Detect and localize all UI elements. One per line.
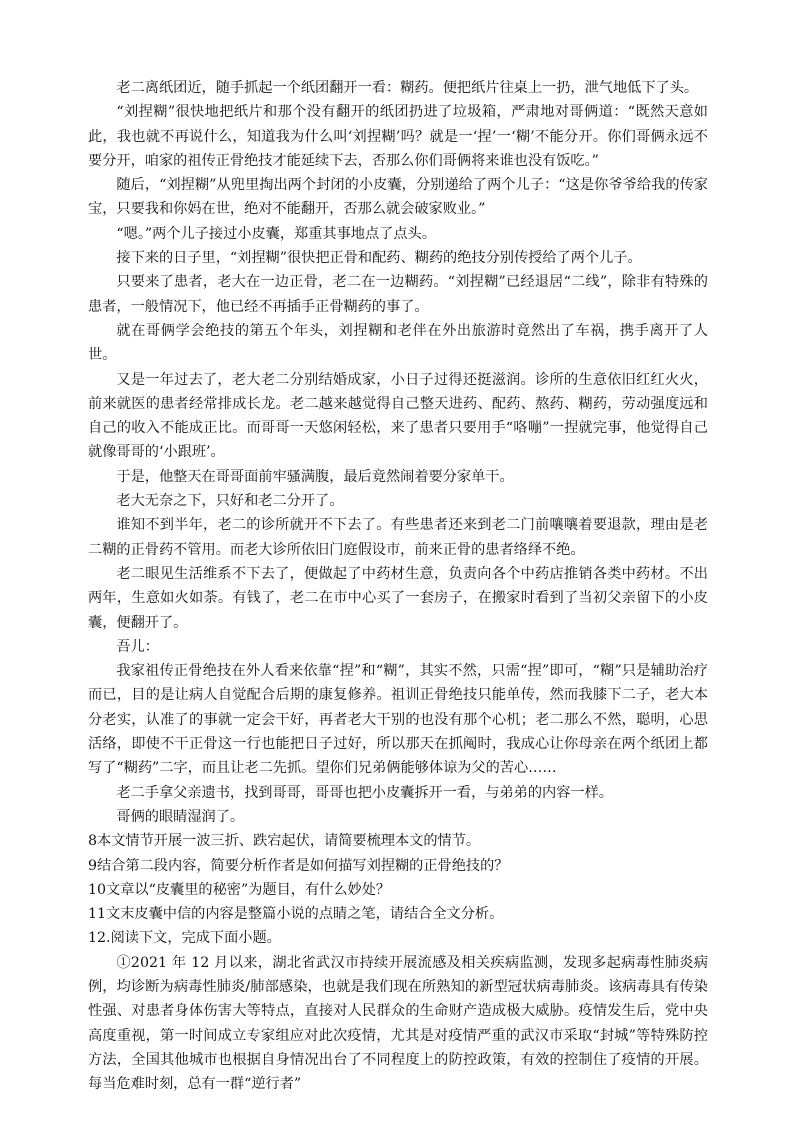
- question-8: 8本文情节开展一波三折、跌宕起伏，请简要梳理本文的情节。: [88, 833, 481, 850]
- story-paragraph: 老二离纸团近，随手抓起一个纸团翻开一看：糊药。便把纸片往桌上一扔，泄气地低下了头。: [116, 80, 699, 96]
- question-11: 11文末皮囊中信的内容是整篇小说的点睛之笔，请结合全文分析。: [88, 906, 504, 923]
- story-paragraph: 接下来的日子里，“刘捏糊”很快把正骨和配药、糊药的绝技分别传授给了两个儿子。: [116, 250, 642, 267]
- story-paragraph: 老大无奈之下，只好和老二分开了。: [116, 493, 344, 510]
- story-paragraph: 只要来了患者，老大在一边正骨，老二在一边糊药。“刘捏糊”已经退居“二线”，除非有特殊的患者，一般情况下，他已经不再插手正骨糊药的事了。: [88, 274, 708, 315]
- story-paragraph: 老二眼见生活维系不下去了，便做起了中药材生意，负责向各个中药店推销各类中药材。不出两年，生意如火如荼。有钱了，老二在市中心买了一套房子，在搬家时看到了当初父亲留下的小皮囊，便翻开了。: [88, 565, 708, 631]
- story-paragraph: 又是一年过去了，老大老二分别结婚成家，小日子过得还挺滋润。诊所的生意依旧红红火火，前来就医的患者经常排成长龙。老二越来越觉得自己整天进药、配药、熬药、糊药，劳动强度远和自己的收入不能成正比。而哥哥一天悠闲轻松，来了患者只要用手“咯嘣”一捏就完事，他觉得自己就像哥哥的‘小跟班’。: [88, 371, 708, 461]
- story-paragraph: 谁知不到半年，老二的诊所就开不下去了。有些患者还来到老二门前嚷嚷着要退款，理由是老二糊的正骨药不管用。而老大诊所依旧门庭假设市，前来正骨的患者络绎不绝。: [88, 517, 708, 558]
- letter-salutation: 吾儿：: [116, 638, 159, 655]
- document-page: [88, 76, 708, 1096]
- story-paragraph: 随后，“刘捏糊”从兜里掏出两个封闭的小皮囊，分别递给了两个儿子：“这是你爷爷给我的传家宝，只要我和你妈在世，绝对不能翻开，否那么就会破家败业。”: [88, 177, 708, 218]
- question-9: 9结合第二段内容，简要分析作者是如何描写刘捏糊的正骨绝技的？: [88, 857, 509, 874]
- story-paragraph: 老二手拿父亲遗书，找到哥哥，哥哥也把小皮囊拆开一看，与弟弟的内容一样。: [116, 784, 613, 801]
- letter-body: 我家祖传正骨绝技在外人看来依靠“捏”和“糊”，其实不然，只需“捏”即可，“糊”只是辅助治疗而已，目的是让病人自觉配合后期的康复修养。祖训正骨绝技只能单传，然而我膝下二子，老大本分老实，认准了的事就一定会干好，再者老大干别的也没有那个心机；老二那么不然，聪明，心思活络，即使不干正骨这一行也能把日子过好，所以那天在抓阄时，我成心让你母亲在两个纸团上都写了“糊药”二字，而且让老二先抓。望你们兄弟俩能够体谅为父的苦心……: [88, 663, 708, 777]
- story-paragraph: 于是，他整天在哥哥面前牢骚满腹，最后竟然闹着要分家单干。: [116, 468, 514, 485]
- reading-passage: ①2021 年 12 月以来，湖北省武汉市持续开展流感及相关疾病监测，发现多起病毒性肺炎病例，均诊断为病毒性肺炎/肺部感染，也就是我们现在所熟知的新型冠状病毒肺炎。该病毒具有传染性强、对患者身体伤害大等特点，直接对人民群众的生命财产造成极大威胁。疫情发生后，党中央高度重视，第一时间成立专家组应对此次疫情，尤其是对疫情严重的武汉市采取“封城”等特殊防控方法，全国其他城市也根据自身情况出台了不同程度上的防控政策，有效的控制住了疫情的开展。每当危难时刻，总有一群“逆行者”: [88, 954, 708, 1093]
- story-paragraph: “嗯。”两个儿子接过小皮囊，郑重其事地点了点头。: [116, 225, 436, 242]
- story-paragraph: “刘捏糊”很快地把纸片和那个没有翻开的纸团扔进了垃圾箱，严肃地对哥俩道：“既然天意如此，我也就不再说什么，知道我为什么叫‘刘捏糊’吗？就是一‘捏’一‘糊’不能分开。你们哥俩永远不要分开，咱家的祖传正骨绝技才能延续下去，否那么你们哥俩将来谁也没有饭吃。”: [88, 104, 708, 169]
- story-paragraph: 就在哥俩学会绝技的第五个年头，刘捏糊和老伴在外出旅游时竟然出了车祸，携手离开了人世。: [88, 322, 708, 364]
- story-paragraph: 哥俩的眼睛湿润了。: [116, 808, 245, 825]
- question-12: 12.阅读下文，完成下面小题。: [88, 930, 281, 947]
- question-10: 10文章以“皮囊里的秘密”为题目，有什么妙处？: [88, 881, 391, 898]
